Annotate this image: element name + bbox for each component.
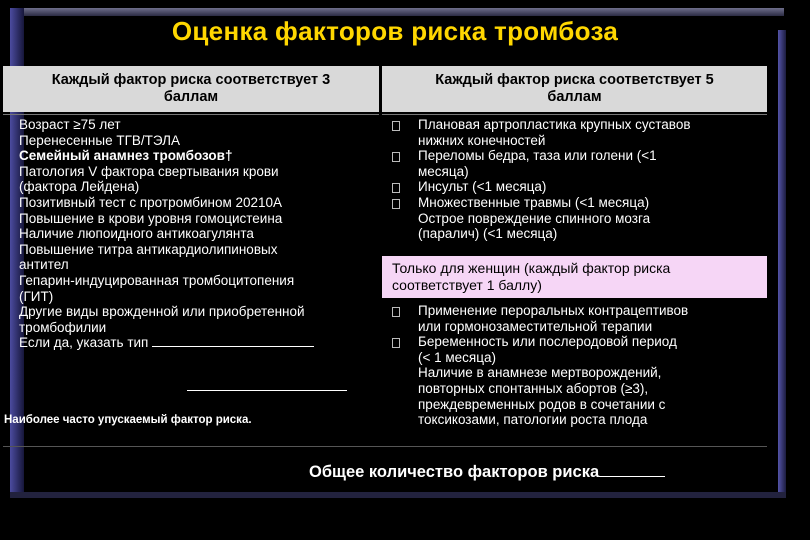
right-risk-item [382, 303, 767, 319]
right-risk-text: Множественные травмы (<1 месяца) [418, 194, 650, 210]
right-risk-text: (< 1 месяца) [418, 349, 496, 365]
right-risk-item [382, 412, 767, 428]
left-risk-item: Позитивный тест с протромбином 20210А [19, 194, 283, 210]
right-risk-text: Применение пероральных контрацептивов [418, 303, 689, 318]
total-row [309, 462, 665, 482]
right-risk-item [382, 148, 767, 164]
frame-bottom-bar [10, 492, 786, 498]
header-right-text: Каждый фактор риска соответствует 5 баллам [435, 72, 714, 105]
header-left-text: Каждый фактор риска соответствует 3 баллам [51, 72, 331, 105]
left-risk-item: Семейный анамнез тромбозов† [19, 148, 233, 164]
header-left [3, 66, 379, 112]
left-risk-item: Если да, указать тип [19, 335, 314, 351]
right-risk-item [382, 195, 767, 211]
right-risk-item [382, 365, 767, 381]
right-risk-item [382, 381, 767, 397]
right-risk-item [382, 334, 767, 350]
right-risk-text: (паралич) (<1 месяца) [418, 226, 558, 242]
frame-top-bar [14, 8, 784, 16]
right-risk-text: токсикозами, патологии роста плода [418, 412, 648, 428]
right-risk-text: Острое повреждение спинного мозга [418, 210, 651, 226]
women-note: Только для женщин (каждый фактор риска соответствует 1 баллу) [392, 260, 671, 293]
right-risk-list-bottom [382, 303, 767, 428]
right-risk-text: преждевременных родов в сочетании с [418, 396, 666, 412]
checkbox-icon[interactable] [392, 152, 400, 162]
table-bottom-rule [3, 446, 767, 447]
left-risk-item: Перенесенные ТГВ/ТЭЛА [19, 132, 180, 148]
checkbox-icon[interactable] [392, 199, 400, 209]
left-risk-item: (ГИТ) [19, 288, 54, 304]
right-risk-text: нижних конечностей [418, 132, 546, 148]
header-right [382, 66, 767, 112]
left-risk-item: антител [19, 257, 69, 273]
blank-line-2 [187, 390, 347, 391]
checkbox-icon[interactable] [392, 338, 400, 348]
left-column [3, 114, 379, 447]
left-risk-item: Возраст ≥75 лет [19, 117, 121, 132]
right-risk-item [382, 117, 767, 133]
right-risk-text: Плановая артропластика крупных суставов [418, 117, 691, 132]
left-risk-item: Наличие люпоидного антикоагулянта [19, 226, 254, 242]
left-risk-item: (фактора Лейдена) [19, 179, 140, 195]
frame-right-bar [778, 30, 786, 494]
right-risk-text: Беременность или послеродовой период [418, 334, 677, 350]
slide-title: Оценка факторов риска тромбоза [171, 16, 619, 46]
right-risk-item [382, 179, 767, 195]
right-risk-item [382, 226, 767, 242]
women-note-box [382, 256, 767, 298]
checkbox-icon[interactable] [392, 307, 400, 317]
total-label: Общее количество факторов риска [309, 463, 600, 481]
left-risk-item: Повышение титра антикардиолипиновых [19, 241, 278, 257]
left-risk-item: Повышение в крови уровня гомоцистеина [19, 210, 283, 226]
right-risk-item [382, 211, 767, 227]
right-risk-text: или гормонозаместительной терапии [418, 318, 653, 334]
right-risk-item [382, 397, 767, 413]
blank-line-1[interactable] [152, 335, 314, 347]
checkbox-icon[interactable] [392, 183, 400, 193]
left-risk-item: Гепарин-индуцированная тромбоцитопения [19, 272, 295, 288]
left-risk-list [19, 117, 314, 351]
left-risk-item: Другие виды врожденной или приобретенной [19, 304, 305, 320]
left-risk-item: Патология V фактора свертывания крови [19, 163, 279, 179]
checkbox-icon[interactable] [392, 121, 400, 131]
right-risk-item [382, 133, 767, 149]
right-risk-item [382, 350, 767, 366]
right-risk-text: Наличие в анамнезе мертворождений, [418, 365, 662, 381]
right-risk-item [382, 164, 767, 180]
right-risk-list-top [382, 117, 767, 242]
right-risk-text: месяца) [418, 163, 469, 179]
right-risk-item [382, 319, 767, 335]
left-risk-item: тромбофилии [19, 319, 107, 335]
right-risk-text: Инсульт (<1 месяца) [418, 179, 547, 195]
right-risk-text: повторных спонтанных абортов (≥3), [418, 380, 649, 396]
total-blank-line[interactable] [599, 462, 665, 477]
right-risk-text: Переломы бедра, таза или голени (<1 [418, 148, 657, 164]
footnote: Наиболее часто упускаемый фактор риска. [4, 414, 252, 426]
